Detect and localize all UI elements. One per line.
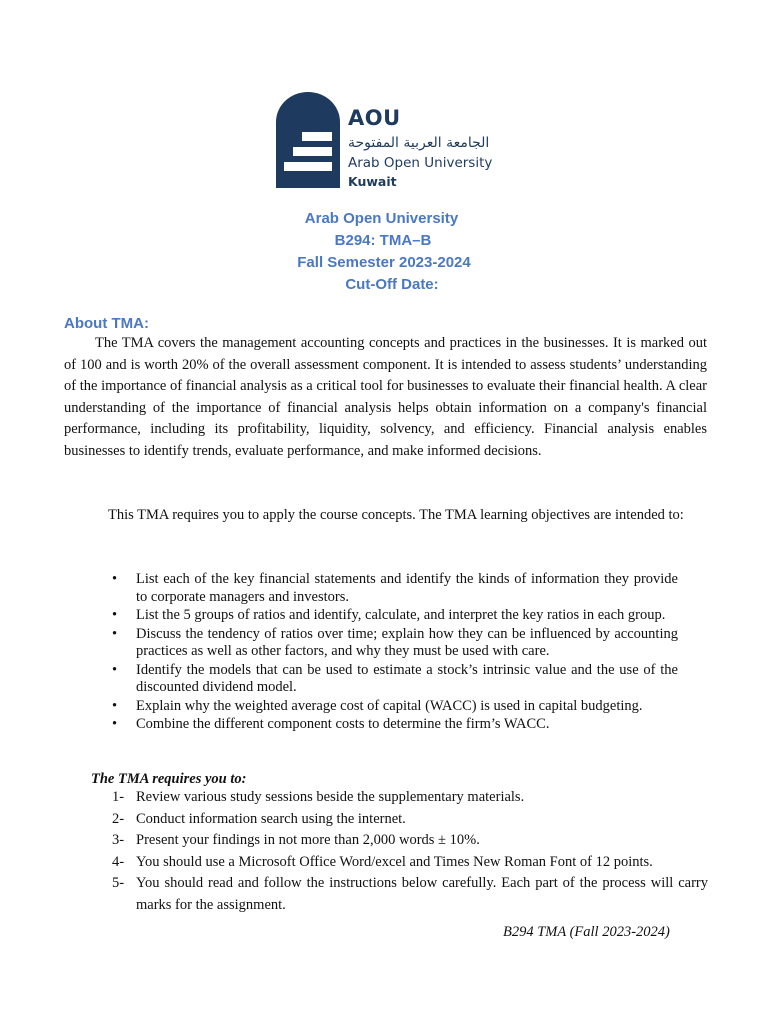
logo-english-name: Arab Open University (348, 155, 493, 171)
logo-acronym: AOU (348, 106, 401, 130)
list-item: • List each of the key financial statements and identify the kinds of information they provide to corporate managers and investors. (112, 571, 678, 605)
university-title: Arab Open University (304, 210, 459, 227)
item-number: 4- (112, 853, 125, 870)
list-item: • Discuss the tendency of ratios over time; explain how they can be influenced by accounting practices as well as other factors, and why they must be used with care. (112, 625, 678, 659)
logo-arabic-name: الجامعة العربية المفتوحة (348, 135, 490, 151)
list-item: 4- You should use a Microsoft Office Word/excel and Times New Roman Font of 12 points. (112, 852, 708, 874)
about-paragraph: The TMA covers the management accounting concepts and practices in the businesses. It is marked out of 100 and is worth 20% of the overall assessment component. It is intended to assess students’ understanding of the importance of financial analysis as a critical tool for businesses to evaluate their financial health. A clear understanding of the importance of financial analysis helps obtain information on a company's financial performance, including its profitability, liquidity, solvency, and efficiency. Financial analysis enables businesses to identify trends, evaluate performance, and make informed decisions. (64, 335, 707, 459)
logo-country: Kuwait (348, 174, 397, 189)
bullet-icon: • (112, 661, 118, 678)
item-number: 1- (112, 789, 125, 805)
list-item: • Identify the models that can be used to estimate a stock’s intrinsic value and the use of the discounted dividend model. (112, 661, 678, 695)
list-item: 3- Present your findings in not more than 2,000 words ± 10%. (112, 830, 708, 852)
item-number: 2- (112, 810, 125, 827)
footer-reference: B294 TMA (Fall 2023-2024) (503, 924, 670, 940)
requirements-heading: The TMA requires you to: (91, 771, 247, 787)
aou-logo (276, 92, 506, 196)
requirements-list (112, 787, 708, 916)
bullet-icon: • (112, 716, 118, 732)
objectives-list (108, 571, 678, 735)
about-heading: About TMA: (64, 315, 149, 332)
list-item: 2- Conduct information search using the internet. (112, 809, 708, 831)
objectives-intro: This TMA requires you to apply the course concepts. The TMA learning objectives are intended to: (108, 507, 684, 523)
bullet-icon: • (112, 571, 118, 587)
list-item: 5- You should read and follow the instructions below carefully. Each part of the process will carry marks for the assignment. (112, 875, 708, 913)
bullet-icon: • (112, 697, 118, 714)
cutoff-date: Cut-Off Date: (345, 276, 439, 293)
list-item: • Explain why the weighted average cost of capital (WACC) is used in capital budgeting. (112, 697, 643, 714)
course-tma-title: B294: TMA–B (334, 232, 432, 249)
aou-logo-mark-icon (276, 92, 340, 188)
list-item: • Combine the different component costs to determine the firm’s WACC. (112, 716, 550, 732)
list-item: 1- Review various study sessions beside the supplementary materials. (112, 787, 708, 809)
bullet-icon: • (112, 607, 118, 623)
item-number: 3- (112, 832, 125, 848)
item-number: 5- (112, 875, 125, 891)
title-block (0, 208, 768, 296)
bullet-icon: • (112, 625, 118, 642)
list-item: • List the 5 groups of ratios and identify, calculate, and interpret the key ratios in each group. (112, 607, 666, 623)
semester-title: Fall Semester 2023-2024 (297, 254, 471, 271)
